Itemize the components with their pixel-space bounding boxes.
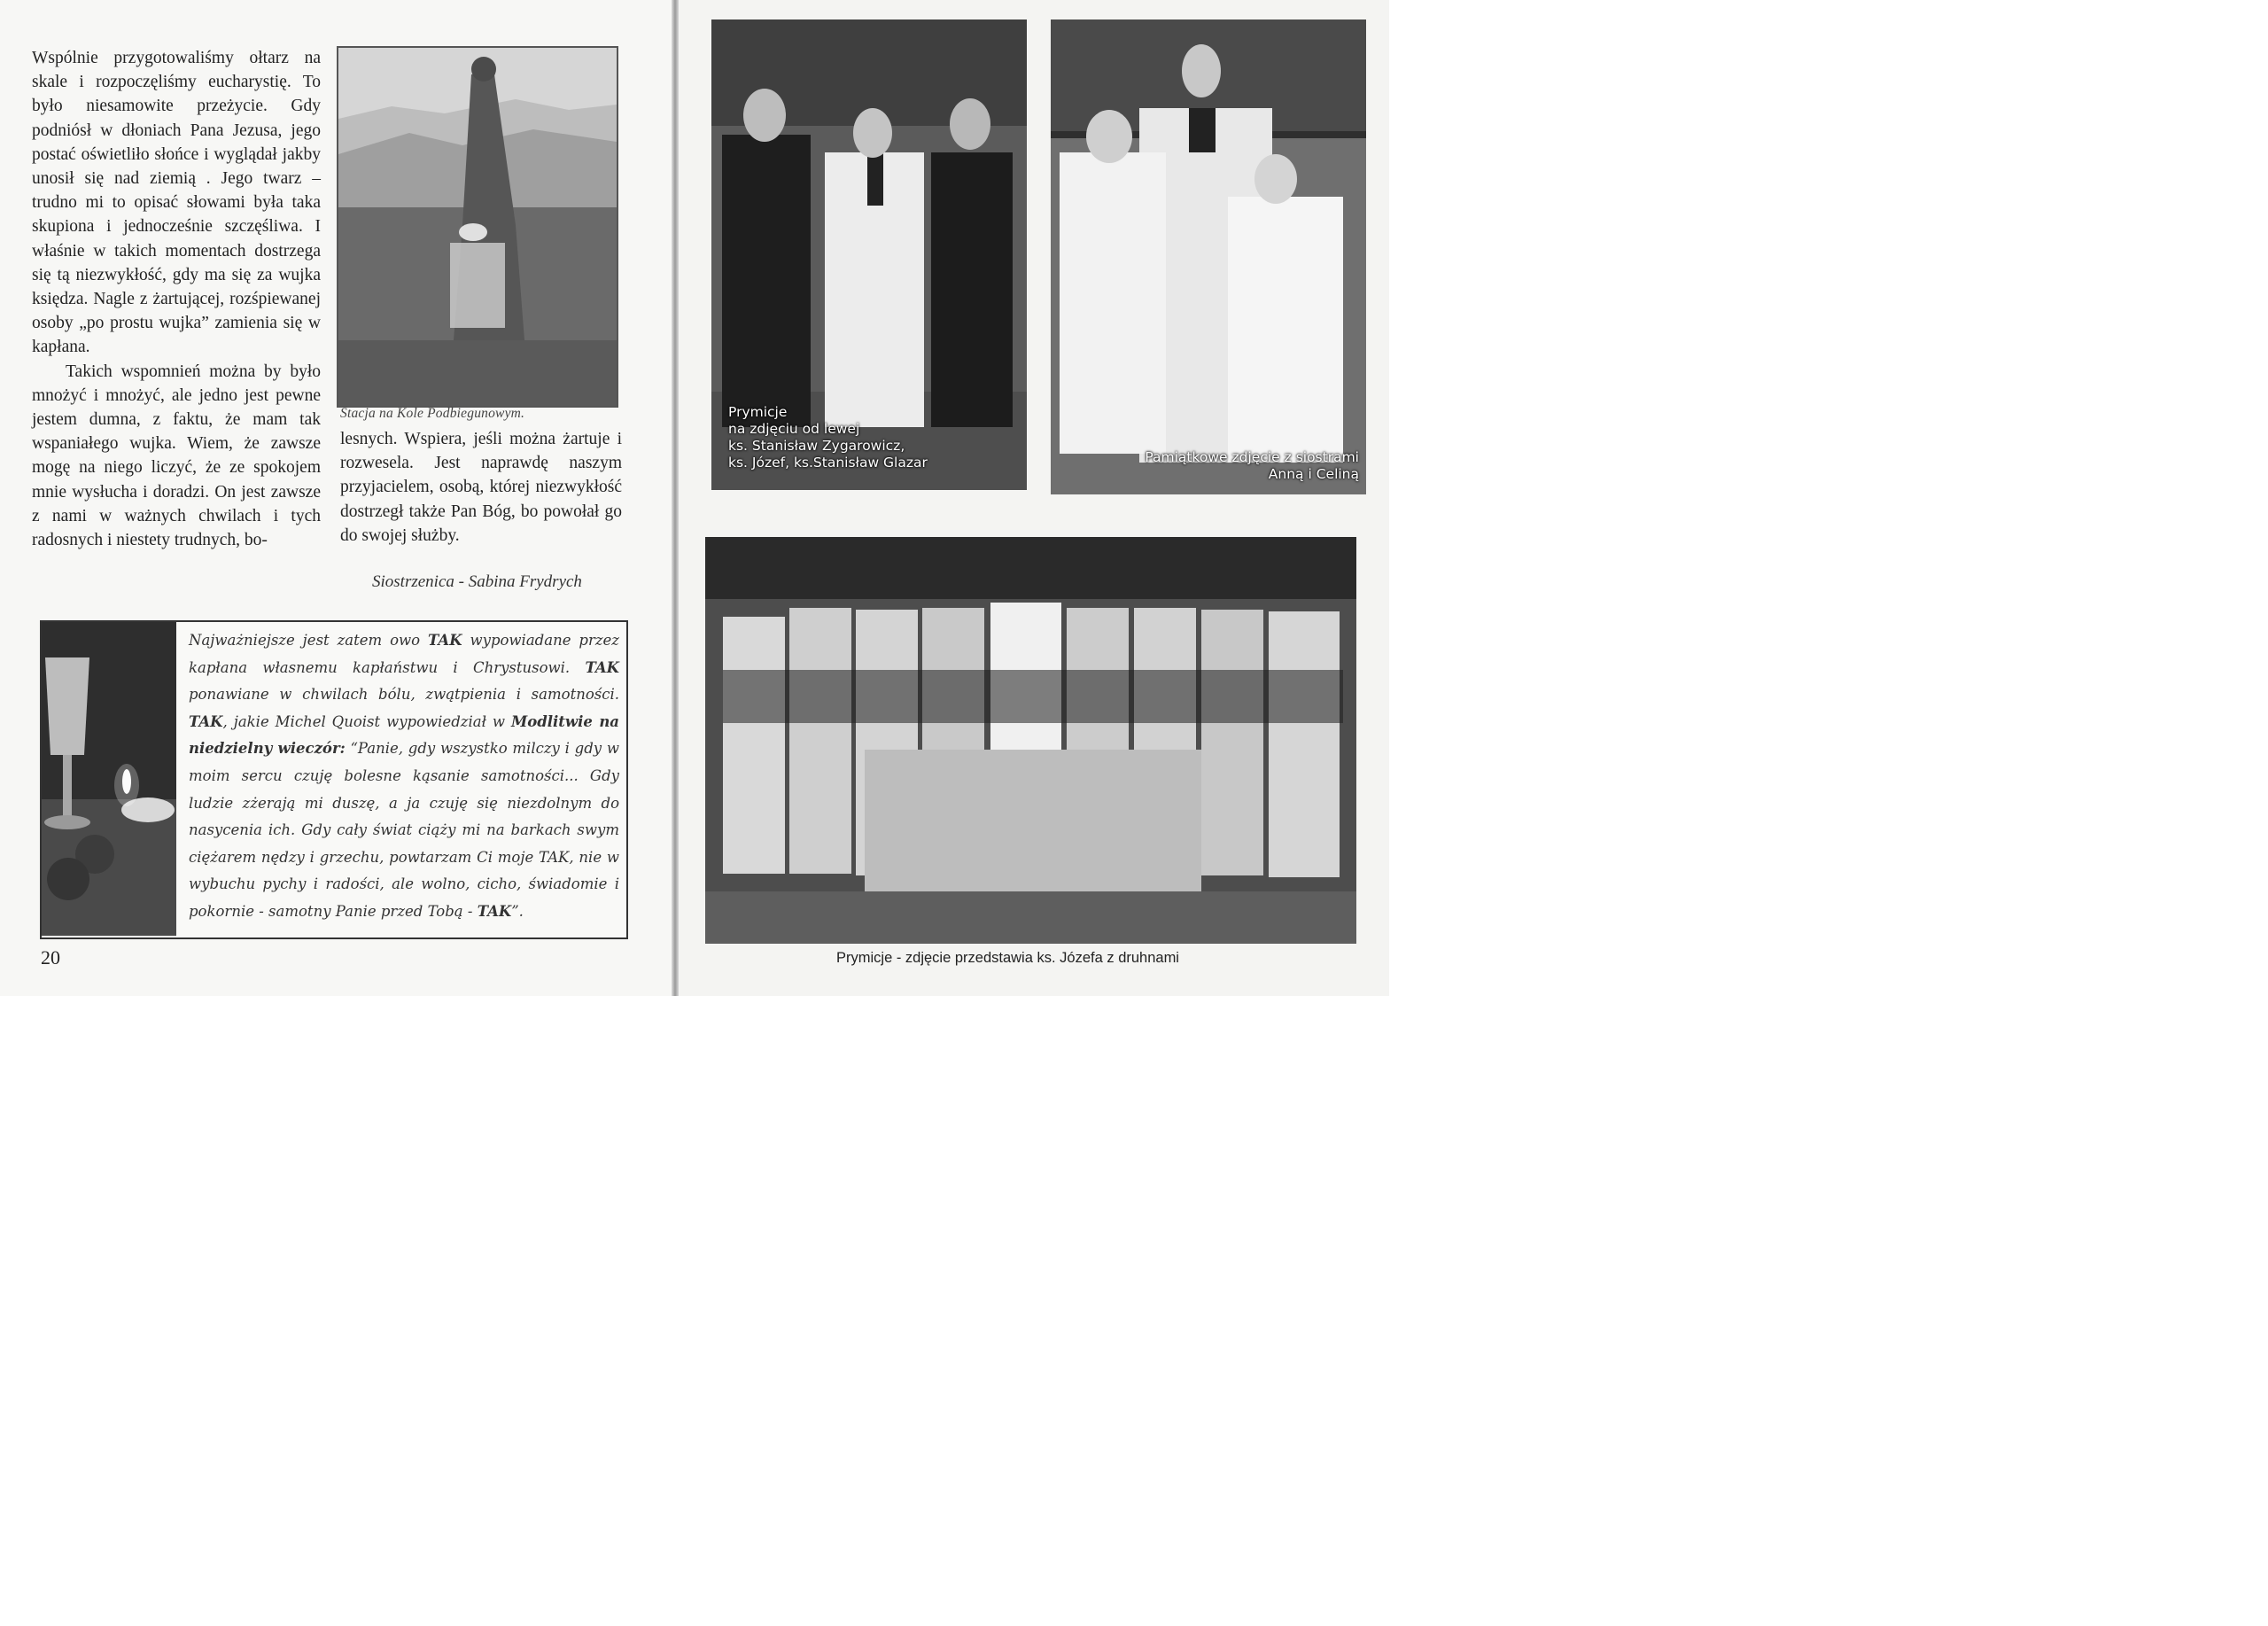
caption-line: Anną i Celiną	[1268, 466, 1359, 482]
paragraph-1: Wspólnie przygotowaliśmy ołtarz na skale i rozpoczęliśmy eucharystię. To było niesamowite przeżycie. Gdy podniósł w dłoniach Pana Jezusa, jego postać oświetliło słońce i wyglądał jakby unosił się nad ziemią . Jego twarz – trudno mi to opisać słowami była taka skupiona i jednocześnie szczęśliwa. I właśnie w takich momentach dostrzega się tą niezwykłość, gdy ma się za wujka księdza. Nagle z żartującej, rozśpiewanej osoby „po prostu wujka” zamienia się w kapłana.	[32, 49, 321, 357]
quote-emphasis-tak: TAK	[189, 712, 223, 730]
caption-line: na zdjęciu od lewej	[728, 421, 860, 437]
photo-caption-siostry	[1118, 449, 1359, 483]
caption-line: Prymicje	[728, 404, 788, 420]
quote-emphasis-tak: TAK	[428, 632, 462, 649]
quote-part: , jakie Michel Quoist wypowiedział w	[222, 712, 511, 730]
quote-part: “Panie, gdy wszystko milczy i gdy w moim sercu czuję bolesne kąsanie samotności... Gdy ludzie zżerają mi duszę, a ja czuję się niezdolnym do nasycenia ich. Gdy cały świat ciąży mi na barkach swym ciężarem nędzy i grzechu, powtarzam Ci moje TAK, nie w wybuchu pychy i radości, ale wolno, cicho, świadomie i pokornie - samotny Panie przed Tobą -	[189, 740, 619, 920]
quote-emphasis-tak: TAK	[585, 658, 619, 676]
quote-text	[189, 627, 619, 926]
quote-part: wypowiadane przez kapłana własnemu kapłaństwu i Chrystusowi.	[189, 632, 619, 676]
quote-part: ponawiane w chwilach bólu, zwątpienia i samotności.	[189, 686, 619, 704]
photo-stacja-kole-podbiegunowym	[337, 46, 618, 408]
quote-part: ”.	[511, 902, 524, 920]
caption-line: Pamiątkowe zdjęcie z siostrami	[1145, 449, 1359, 465]
quote-emphasis-tak: TAK	[477, 902, 512, 920]
text-column-2: lesnych. Wspiera, jeśli można żartuje i rozwesela. Jest naprawdę naszym przyjacielem, osobą, której niezwykłość dostrzegł także Pan Bóg, bo powołał go do swojej służby.	[340, 430, 622, 545]
photo-pamiatkowe-z-siostrami	[1051, 19, 1366, 494]
quote-part: Najważniejsze jest zatem owo	[189, 632, 429, 649]
caption-line: ks. Stanisław Zygarowicz,	[728, 438, 905, 454]
author-signature: Siostrzenica - Sabina Frydrych	[372, 572, 582, 591]
page-number: 20	[41, 946, 60, 969]
caption-line: ks. Józef, ks.Stanisław Glazar	[728, 455, 928, 471]
photo-chalice-candle	[42, 622, 176, 936]
quote-box	[40, 620, 628, 939]
photo-prymicje-z-druhnami	[705, 537, 1356, 944]
quote-prayer-title: Modlitwie na niedzielny wieczór:	[189, 712, 620, 758]
photo-caption-stacja: Stacja na Kole Podbiegunowym.	[340, 406, 525, 421]
left-page	[0, 0, 675, 996]
photo-caption-prymicje	[728, 404, 928, 471]
text-column-1	[32, 46, 321, 552]
paragraph-2: Takich wspomnień można by było mnożyć i mnożyć, ale jedno jest pewne jestem dumna, z faktu, że mam tak wspaniałego wujka. Wiem, że zawsze mogę na niego liczyć, że ze spokojem mnie wysłucha i doradzi. On jest zawsze z nami w ważnych chwilach i tych radosnych i niestety trudnych, bo-	[32, 362, 321, 550]
photo-caption-druhny: Prymicje - zdjęcie przedstawia ks. Józefa z druhnami	[836, 950, 1179, 966]
